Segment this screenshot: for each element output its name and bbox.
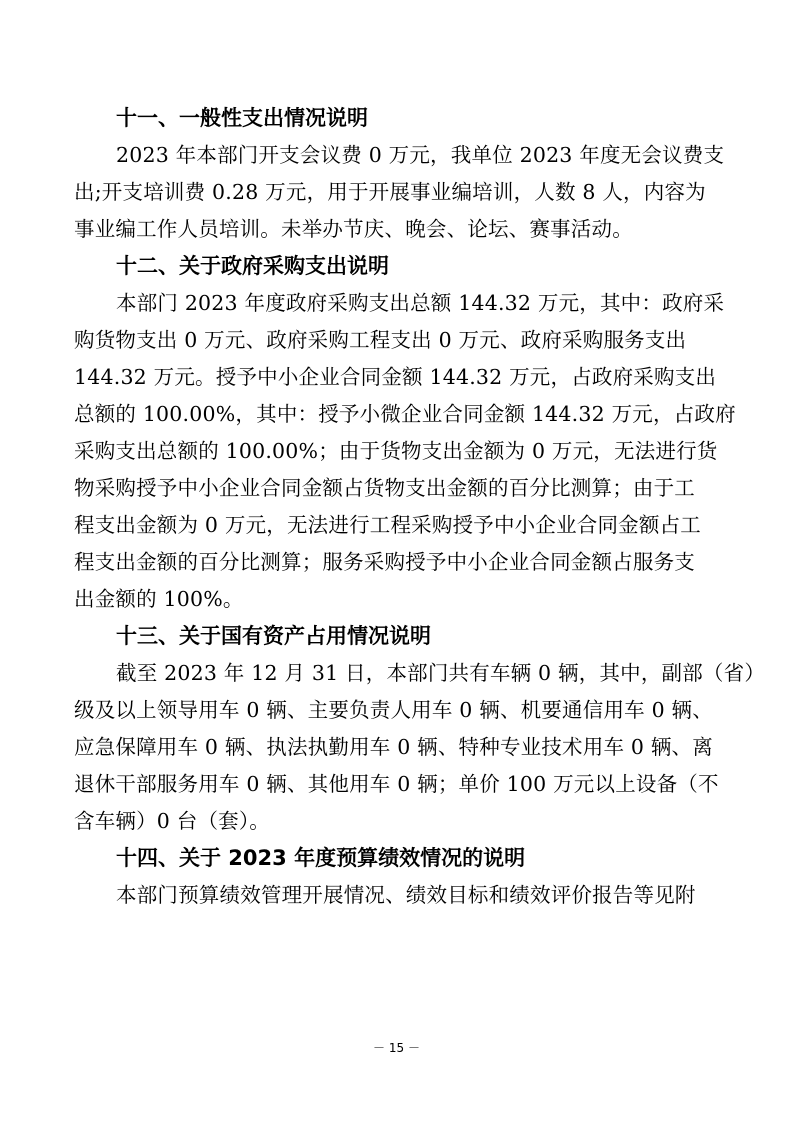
section-performance [116,840,716,914]
paragraph-line: 级及以上领导用车 0 辆、主要负责人用车 0 辆、机要通信用车 0 辆、 [74,698,713,722]
paragraph-line: 2023 年本部门开支会议费 0 万元，我单位 2023 年度无会议费支 [116,143,725,167]
paragraph-line: 程支出金额为 0 万元，无法进行工程采购授予中小企业合同金额占工 [74,513,701,537]
paragraph-line: 购货物支出 0 万元、政府采购工程支出 0 万元、政府采购服务支出 [74,328,687,352]
section-heading: 十三、关于国有资产占用情况说明 [116,624,431,648]
paragraph-line: 本部门 2023 年度政府采购支出总额 144.32 万元，其中：政府采 [116,291,725,315]
section-paragraph [116,877,716,914]
paragraph-line: 退休干部服务用车 0 辆、其他用车 0 辆；单价 100 万元以上设备（不 [74,772,719,796]
section-paragraph [74,285,736,618]
section-state-assets [74,618,766,840]
paragraph-line: 事业编工作人员培训。未举办节庆、晚会、论坛、赛事活动。 [74,217,633,241]
paragraph-line: 截至 2023 年 12 月 31 日，本部门共有车辆 0 辆，其中，副部（省） [116,661,766,685]
paragraph-line: 出;开支培训费 0.28 万元，用于开展事业编培训，人数 8 人，内容为 [74,180,706,204]
paragraph-line: 总额的 100.00%，其中：授予小微企业合同金额 144.32 万元，占政府 [74,402,736,426]
section-government-procurement [74,248,736,618]
paragraph-line: 程支出金额的百分比测算；服务采购授予中小企业合同金额占服务支 [74,550,695,574]
section-paragraph [74,137,725,248]
section-heading: 十二、关于政府采购支出说明 [116,254,389,278]
paragraph-line: 应急保障用车 0 辆、执法执勤用车 0 辆、特种专业技术用车 0 辆、离 [74,735,713,759]
paragraph-line: 本部门预算绩效管理开展情况、绩效目标和绩效评价报告等见附 [116,883,696,907]
document-body [74,100,766,914]
paragraph-line: 物采购授予中小企业合同金额占货物支出金额的百分比测算；由于工 [74,476,695,500]
paragraph-line: 144.32 万元。授予中小企业合同金额 144.32 万元，占政府采购支出 [74,365,717,389]
section-paragraph [74,655,766,840]
section-heading: 十四、关于 2023 年度预算绩效情况的说明 [116,846,526,870]
section-general-expenditure [74,100,725,248]
paragraph-line: 含车辆）0 台（套）。 [74,809,271,833]
paragraph-line: 出金额的 100%。 [74,587,244,611]
paragraph-line: 采购支出总额的 100.00%；由于货物支出金额为 0 万元，无法进行货 [74,439,718,463]
page-number: － 15 － [373,1041,420,1055]
section-heading: 十一、一般性支出情况说明 [116,106,368,130]
